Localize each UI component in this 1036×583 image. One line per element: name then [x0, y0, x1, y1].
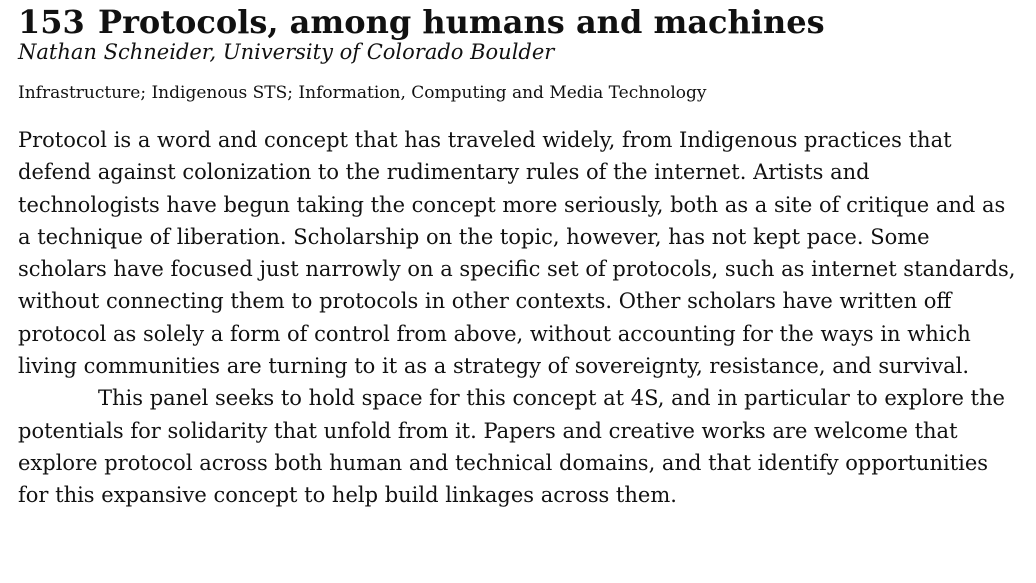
panel-author: Nathan Schneider, University of Colorado Boulder	[18, 40, 555, 64]
document-page	[0, 3, 1036, 583]
panel-abstract	[18, 124, 1018, 512]
panel-heading	[18, 3, 1018, 41]
panel-topics: Infrastructure; Indigenous STS; Information, Computing and Media Technology	[18, 83, 707, 103]
abstract-paragraph-2: This panel seeks to hold space for this concept at 4S, and in particular to explore the potentials for solidarity that unfold from it. Papers and creative works are welcome that explore protocol across both human and technical domains, and that identify opportunities for this expansive concept to help build linkages across them.	[18, 386, 1005, 508]
panel-number: 153	[18, 3, 85, 41]
abstract-paragraph-1: Protocol is a word and concept that has traveled widely, from Indigenous practices that defend against colonization to the rudimentary rules of the internet. Artists and technologists have begun taking the concept more seriously, both as a site of critique and as a technique of liberation. Scholarship on the topic, however, has not kept pace. Some scholars have focused just narrowly on a specific set of protocols, such as internet standards, without connecting them to protocols in other contexts. Other scholars have written off protocol as solely a form of control from above, without accounting for the ways in which living communities are turning to it as a strategy of sovereignty, resistance, and survival.	[18, 128, 1016, 379]
panel-title: Protocols, among humans and machines	[98, 3, 825, 41]
